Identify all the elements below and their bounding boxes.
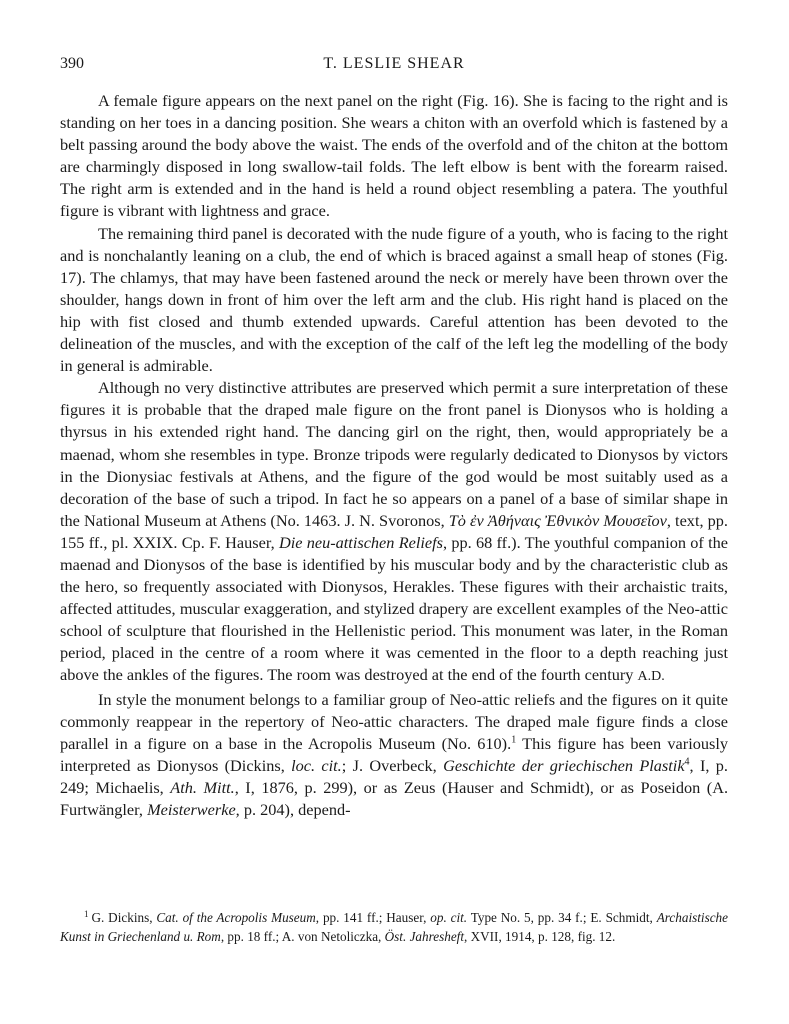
body-text [60,90,728,821]
op-cit: op. cit. [430,910,468,925]
footnotes [60,908,728,946]
page-number: 390 [60,55,84,72]
footnote-reference: 1 [511,734,517,746]
text-run: , text, pp. 155 ff., pl. XXIX. Cp. F. Hauser, [60,510,728,552]
greek-title: Τὸ ἐν Ἀθήναις Ἐθνικὸν Μουσεῖον [448,510,667,530]
paragraph-youth-figure: The remaining third panel is decorated with the nude figure of a youth, who is facing to the right and is nonchalantly leaning on a club, the end of which is braced against a small heap of stones (Fig. 17). The chlamys, that may have been fastened around the neck or merely have been thrown over the shoulder, hangs down in front of him over the left arm and the club. His right hand is placed on the hip with fist closed and thumb extended upwards. Careful attention has been devoted to the delineation of the muscles, and with the exception of the calf of the left leg the modelling of the body in general is admirable. [60,223,728,376]
paragraph-interpretation [60,377,728,688]
era-abbreviation: A.D. [637,669,665,685]
text-run: ; J. Overbeck, [341,755,444,775]
hauser-title: Die neu-attischen Reliefs [278,532,444,552]
footnote-1 [60,908,728,946]
text-run: In style the monument belongs to a familiar group of Neo-attic reliefs and the figures on it quite commonly reappear in the repertory of Neo-attic characters. The draped male figure finds a close parallel in a figure on a base in the Acropolis Museum (No. 610). [60,689,728,753]
paragraph-female-figure: A female figure appears on the next panel on the right (Fig. 16). She is facing to the right and is standing on her toes in a dancing position. She wears a chiton with an overfold which is fastened by a belt passing around the body above the waist. The ends of the overfold and of the chiton at the bottom are charmingly disposed in long swallow-tail folds. The left elbow is bent with the forearm raised. The right arm is extended and in the hand is held a round object resembling a patera. The youthful figure is vibrant with lightness and grace. [60,91,728,221]
text-run: G. Dickins, [91,910,157,925]
footnote-mark: 1 [84,908,89,919]
cat-title: Cat. of the Acropolis Museum [156,910,316,925]
text-run: , pp. 68 ff.). The youthful companion of the maenad and Dionysos of the base is identified by his muscular body and by the characteristic club as the hero, so frequently associated with Dionysos, Herakles. These figures with their archaistic traits, affected attitudes, muscular exaggeration, and stylized drapery are excellent examples of the Neo-attic school of sculpture that flourished in the Hellenistic period. This monument was later, in the Roman period, placed in the centre of a room where it was cemented in the floor to a depth reaching just above the ankles of the figures. The room was destroyed at the end of the fourth century [60,532,728,685]
text-run: , I, 1876, p. 299), or as Zeus (Hauser and Schmidt), or as Poseidon (A. Furtwängler, [60,777,729,819]
archaistische-title: Archaistische Kunst in Griechenland u. Rom [60,910,728,944]
paragraph-style [60,689,728,822]
text-run: , pp. 141 ff.; Hauser, [315,910,431,925]
jahresheft-title: Öst. Jahresheft [384,929,465,944]
text-run: Although no very distinctive attributes are preserved which permit a sure interpretation of these figures it is probable that the draped male figure on the front panel is Dionysos who is holding a thyrsus in his extended right hand. The dancing girl on the right, then, would appropriately be a maenad, whom she resembles in type. Bronze tripods were regularly dedicated to Dionysos by victors in the Dionysiac festivals at Athens, and the figure of the god would be most suitably used as a decoration of the base of such a tripod. In fact he so appears on a panel of a base of similar shape in the National Museum at Athens (No. 1463. J. N. Svoronos, [60,378,728,530]
text-run: Type No. 5, pp. 34 f.; E. Schmidt, [467,910,657,925]
overbeck-title: Geschichte der griechischen Plastik [443,755,685,775]
text-run: , pp. 18 ff.; A. von Netoliczka, [220,929,385,944]
text-run: , I, p. 249; Michaelis, [60,755,729,797]
meisterwerke-title: Meisterwerke, [147,800,240,819]
text-run: , XVII, 1914, p. 128, fig. 12. [464,929,616,944]
page-header [60,55,728,79]
text-run: This figure has been variously interpreted as Dionysos (Dickins, [60,733,728,775]
edition-superscript: 4 [684,756,690,768]
loc-cit: loc. cit. [291,755,342,775]
text-run: p. 204), depend- [239,800,351,819]
ath-mitt: Ath. Mitt. [170,777,235,797]
running-head: T. LESLIE SHEAR [323,55,465,72]
